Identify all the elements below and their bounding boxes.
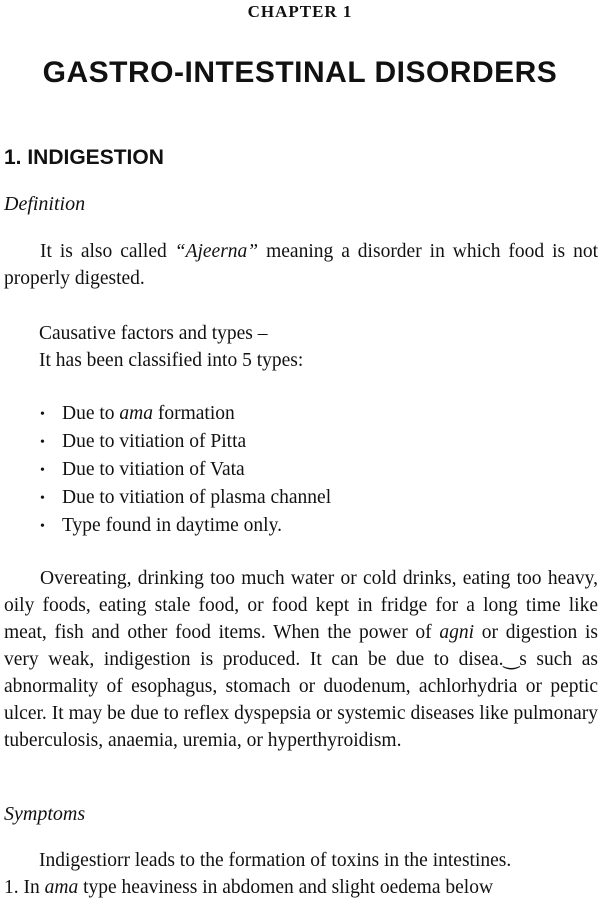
list-item — [40, 400, 331, 428]
types-list — [40, 400, 331, 540]
symptoms-line-2 — [4, 874, 493, 901]
causes-text-post: or digestion is very weak, indigestion is produced. It can be due to disea.‿s such as abnormality of esophagus, stomach or duodenum, achlorhydria or peptic ulcer. It may be due to reflex dyspepsia or systemic diseases like pulmonary tuberculosis, anaemia, uremia, or hyperthyroidism. — [4, 622, 598, 751]
list-item-text: Due to — [62, 403, 120, 424]
symptoms-term-ama: ama — [44, 877, 79, 898]
chapter-label: CHAPTER 1 — [247, 2, 353, 21]
section-heading: 1. INDIGESTION — [4, 146, 164, 169]
list-item — [40, 512, 331, 540]
list-item — [40, 456, 331, 484]
definition-heading: Definition — [4, 193, 86, 215]
causes-text-pre: Overeating, drinking too much water or cold drinks, eating too heavy, oily foods, eating stale food, or food kept in fridge for a long time like meat, fish and other food items. When the power of — [4, 568, 598, 643]
symptoms-heading: Symptoms — [4, 803, 86, 825]
list-item — [40, 484, 331, 512]
list-item-term: ama — [119, 403, 153, 424]
symptoms-line-2-post: type heaviness in abdomen and slight oedema below — [78, 877, 494, 898]
causative-heading: Causative factors and types – — [39, 323, 268, 344]
bullet-marker: • — [40, 491, 45, 507]
list-item-text-post: formation — [153, 403, 235, 424]
causative-intro: It has been classified into 5 types: — [39, 350, 304, 371]
symptoms-line-1: Indigestiorr leads to the formation of toxins in the intestines. — [39, 850, 512, 871]
definition-text-post: meaning a disorder in which food is not properly digested. — [4, 241, 598, 289]
definition-paragraph — [4, 238, 598, 292]
bullet-marker: • — [40, 463, 45, 479]
list-item-text: Due to vitiation of Vata — [62, 459, 245, 481]
symptoms-line-2-pre: 1. In — [4, 877, 45, 898]
definition-text-pre: It is also called — [40, 241, 175, 262]
definition-term: “Ajeerna” — [174, 241, 259, 262]
bullet-marker: • — [40, 519, 45, 535]
list-item — [40, 428, 331, 456]
causes-paragraph — [4, 565, 598, 754]
chapter-title: GASTRO-INTESTINAL DISORDERS — [42, 56, 558, 89]
causes-term-agni: agni — [439, 622, 475, 643]
list-item-text: Due to vitiation of Pitta — [62, 431, 247, 453]
bullet-marker: • — [40, 407, 45, 423]
bullet-marker: • — [40, 435, 45, 451]
list-item-text: Type found in daytime only. — [62, 515, 282, 537]
list-item-text: Due to vitiation of plasma channel — [62, 487, 332, 509]
